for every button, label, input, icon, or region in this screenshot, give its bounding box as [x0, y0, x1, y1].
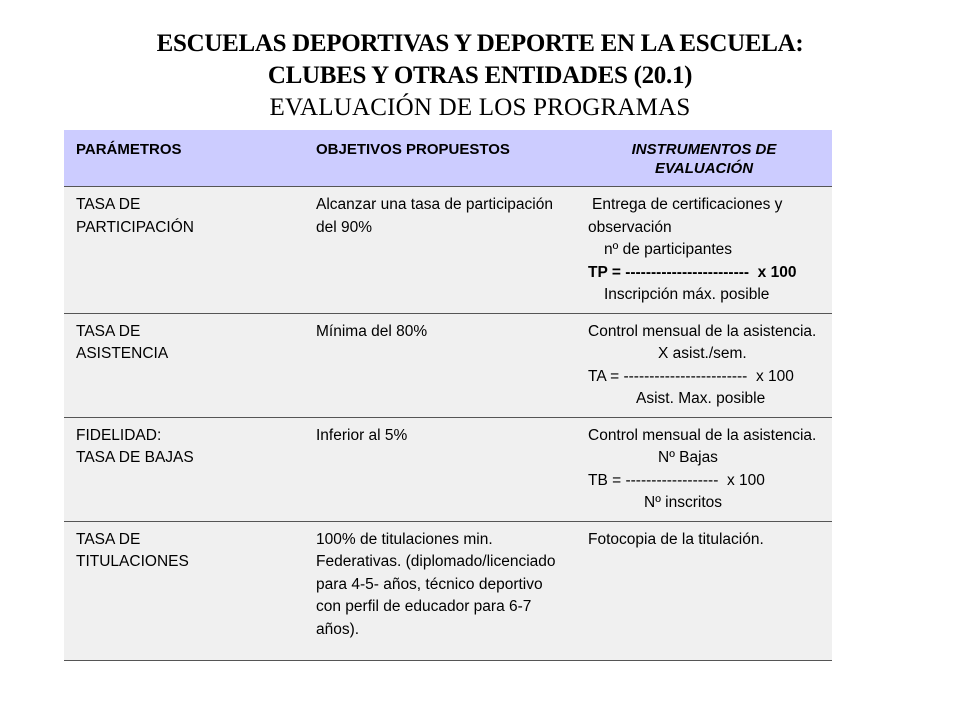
cell-objetivo	[304, 187, 576, 314]
table-header-row	[64, 130, 832, 187]
cell-parametro	[64, 187, 304, 314]
objetivo-text: Mínima del 80%	[316, 322, 428, 340]
parametro-line: TASA DE	[76, 322, 141, 340]
header-objetivos: OBJETIVOS PROPUESTOS	[304, 130, 576, 187]
instrumento-line: Control mensual de la asistencia.	[588, 426, 817, 444]
table-row	[64, 417, 832, 521]
slide-title-line-1: ESCUELAS DEPORTIVAS Y DEPORTE EN LA ESCUELA:	[156, 30, 804, 57]
formula-line: TB = ------------------ x 100	[588, 471, 765, 489]
instrumento-line: Fotocopia de la titulación.	[588, 530, 764, 548]
cell-instrumento	[576, 187, 832, 314]
slide-subtitle: EVALUACIÓN DE LOS PROGRAMAS	[269, 94, 691, 121]
slide-title-block	[0, 28, 960, 124]
cell-instrumento	[576, 313, 832, 417]
instrumento-line: Inscripción máx. posible	[604, 286, 770, 303]
parametro-line: TASA DE	[76, 196, 141, 213]
header-instrumentos: INSTRUMENTOS DE EVALUACIÓN	[576, 130, 832, 187]
instrumento-line: Control mensual de la asistencia.	[588, 322, 817, 340]
objetivo-text: Inferior al 5%	[316, 426, 408, 444]
parametro-line: TASA DE	[76, 530, 141, 548]
parametro-line: FIDELIDAD:	[76, 426, 162, 444]
cell-parametro	[64, 521, 304, 660]
instrumento-line: X asist./sem.	[658, 345, 747, 362]
cell-instrumento	[576, 417, 832, 521]
cell-instrumento	[576, 521, 832, 660]
cell-objetivo	[304, 521, 576, 660]
instrumento-line: observación	[588, 218, 672, 236]
table-row	[64, 187, 832, 314]
table-row	[64, 313, 832, 417]
header-parametros: PARÁMETROS	[64, 130, 304, 187]
cell-objetivo	[304, 313, 576, 417]
evaluation-table	[64, 130, 832, 661]
objetivo-text: 100% de titulaciones min. Federativas. (diplomado/licenciado para 4-5- años, técnico deportivo con perfil de educador para 6-7 años).	[316, 530, 556, 638]
formula-line: TP = ------------------------ x 100	[588, 263, 797, 281]
cell-parametro	[64, 313, 304, 417]
parametro-line: PARTICIPACIÓN	[76, 218, 194, 236]
objetivo-text: Alcanzar una tasa de participación del 90%	[316, 196, 553, 236]
instrumento-line: Entrega de certificaciones y	[592, 196, 783, 213]
instrumento-line: Nº inscritos	[644, 494, 723, 511]
cell-parametro	[64, 417, 304, 521]
cell-objetivo	[304, 417, 576, 521]
instrumento-line: Nº Bajas	[658, 449, 718, 466]
parametro-line: ASISTENCIA	[76, 345, 169, 362]
parametro-line: TASA DE BAJAS	[76, 449, 194, 466]
parametro-line: TITULACIONES	[76, 553, 189, 570]
slide-title-line-2: CLUBES Y OTRAS ENTIDADES (20.1)	[267, 62, 693, 89]
table-row	[64, 521, 832, 660]
instrumento-line: nº de participantes	[604, 241, 733, 258]
formula-line: TA = ------------------------ x 100	[588, 367, 794, 385]
instrumento-line: Asist. Max. posible	[636, 390, 766, 407]
